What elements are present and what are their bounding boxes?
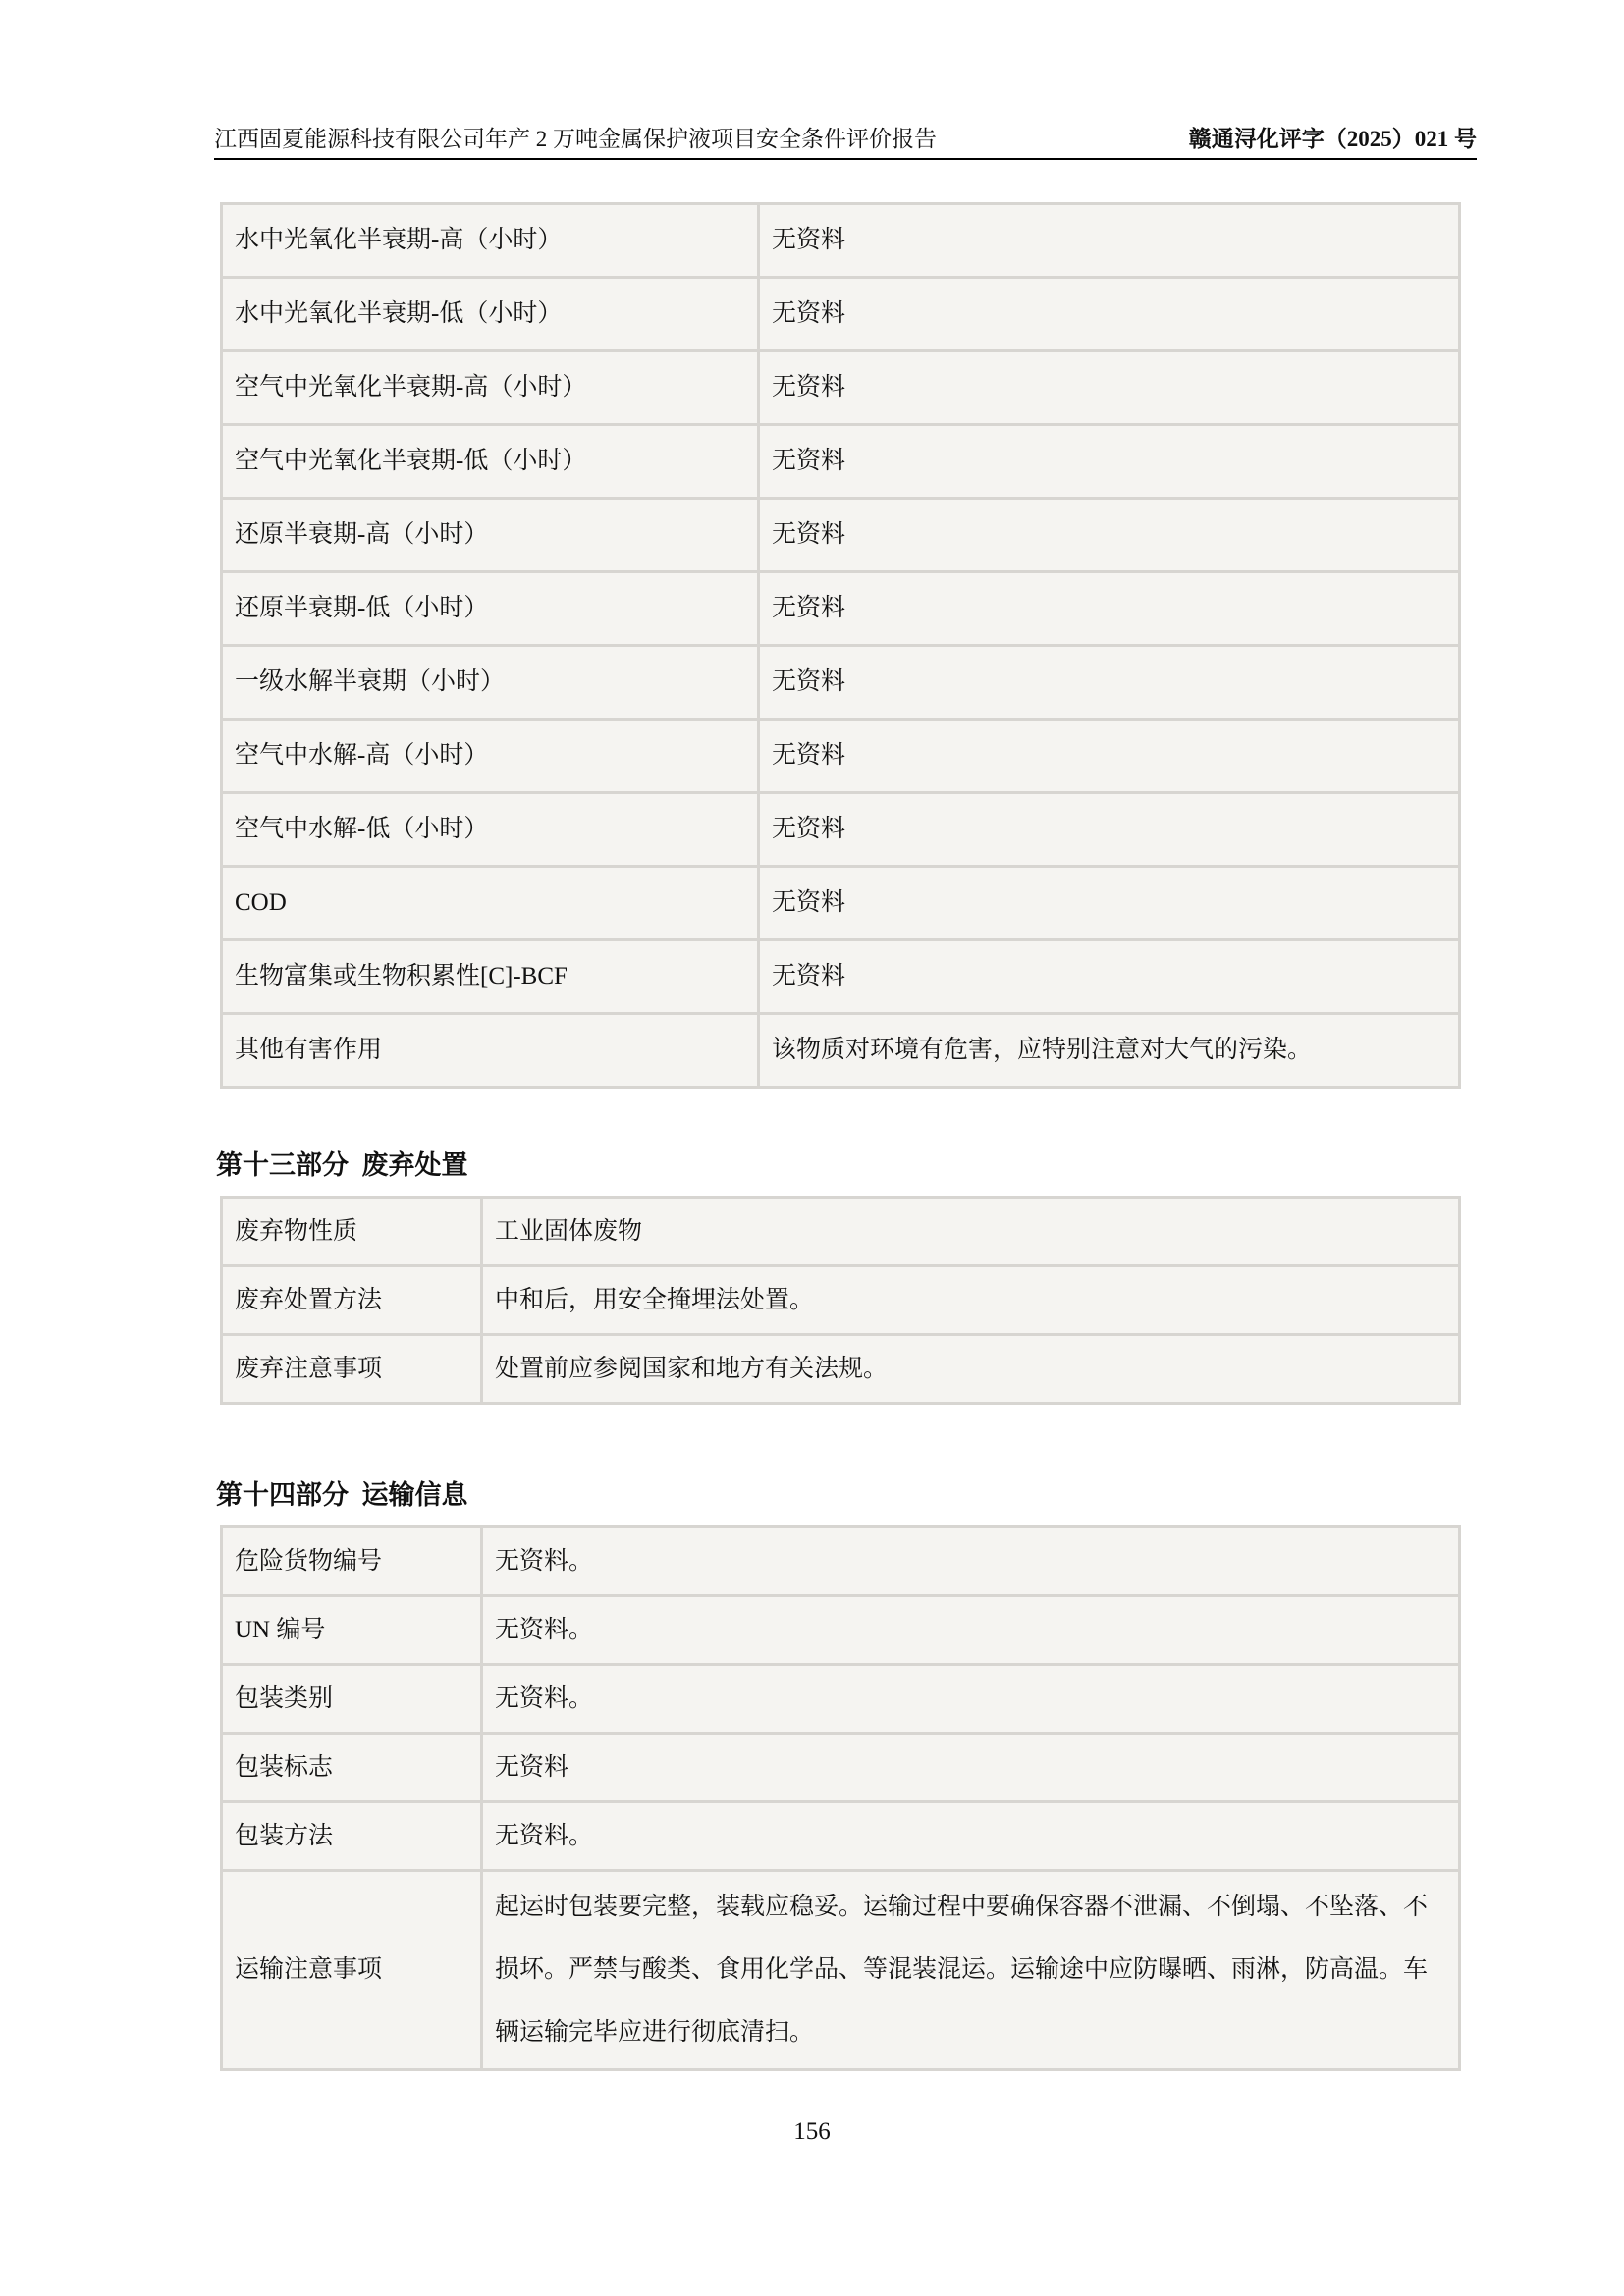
row-label: 空气中光氧化半衰期-低（小时） bbox=[222, 425, 759, 499]
row-label: 包装类别 bbox=[222, 1665, 482, 1734]
row-label: 废弃物性质 bbox=[222, 1198, 482, 1266]
row-value: 无资料。 bbox=[482, 1596, 1460, 1665]
row-value: 无资料 bbox=[759, 867, 1460, 940]
table-row bbox=[222, 1198, 1460, 1266]
table-row bbox=[222, 425, 1460, 499]
row-label: 包装方法 bbox=[222, 1802, 482, 1871]
row-value: 无资料。 bbox=[482, 1802, 1460, 1871]
table-row bbox=[222, 646, 1460, 720]
report-title: 江西固夏能源科技有限公司年产 2 万吨金属保护液项目安全条件评价报告 bbox=[214, 127, 937, 151]
row-label: 危险货物编号 bbox=[222, 1527, 482, 1596]
row-label: 还原半衰期-低（小时） bbox=[222, 572, 759, 646]
ecological-data-table bbox=[220, 202, 1461, 1089]
table-row bbox=[222, 793, 1460, 867]
row-label: 水中光氧化半衰期-高（小时） bbox=[222, 204, 759, 278]
row-value: 中和后，用安全掩埋法处置。 bbox=[482, 1266, 1460, 1335]
transport-info-table bbox=[220, 1525, 1461, 2071]
row-value: 无资料 bbox=[759, 204, 1460, 278]
row-label: 水中光氧化半衰期-低（小时） bbox=[222, 278, 759, 351]
table-row bbox=[222, 1335, 1460, 1404]
row-label: 空气中水解-低（小时） bbox=[222, 793, 759, 867]
row-label: 包装标志 bbox=[222, 1734, 482, 1802]
table-row bbox=[222, 1266, 1460, 1335]
table-row bbox=[222, 867, 1460, 940]
row-value: 无资料 bbox=[759, 720, 1460, 793]
row-label: COD bbox=[222, 867, 759, 940]
row-value: 无资料 bbox=[482, 1734, 1460, 1802]
table-row bbox=[222, 720, 1460, 793]
document-number: 赣通浔化评字（2025）021 号 bbox=[1188, 127, 1477, 151]
table-row bbox=[222, 351, 1460, 425]
page-header bbox=[214, 126, 1477, 160]
table-row bbox=[222, 204, 1460, 278]
table-row bbox=[222, 940, 1460, 1014]
section-13-title: 第十三部分 废弃处置 bbox=[216, 1150, 468, 1180]
row-value: 处置前应参阅国家和地方有关法规。 bbox=[482, 1335, 1460, 1404]
page-number: 156 bbox=[793, 2118, 831, 2145]
table-row bbox=[222, 278, 1460, 351]
row-value: 无资料 bbox=[759, 278, 1460, 351]
row-value: 无资料。 bbox=[482, 1665, 1460, 1734]
section-14-title: 第十四部分 运输信息 bbox=[216, 1480, 468, 1510]
table-row bbox=[222, 1802, 1460, 1871]
row-value: 无资料。 bbox=[482, 1527, 1460, 1596]
table-row bbox=[222, 1734, 1460, 1802]
table-row bbox=[222, 1871, 1460, 2070]
row-value: 无资料 bbox=[759, 351, 1460, 425]
row-value: 无资料 bbox=[759, 646, 1460, 720]
row-value: 工业固体废物 bbox=[482, 1198, 1460, 1266]
row-value: 无资料 bbox=[759, 940, 1460, 1014]
row-value: 无资料 bbox=[759, 793, 1460, 867]
row-value: 起运时包装要完整，装载应稳妥。运输过程中要确保容器不泄漏、不倒塌、不坠落、不损坏。严禁与酸类、食用化学品、等混装混运。运输途中应防曝晒、雨淋，防高温。车辆运输完毕应进行彻底清扫。 bbox=[482, 1871, 1460, 2070]
waste-disposal-table bbox=[220, 1196, 1461, 1405]
row-label: 生物富集或生物积累性[C]-BCF bbox=[222, 940, 759, 1014]
row-label: 一级水解半衰期（小时） bbox=[222, 646, 759, 720]
table-row bbox=[222, 1527, 1460, 1596]
table-row bbox=[222, 1596, 1460, 1665]
row-value: 无资料 bbox=[759, 499, 1460, 572]
row-value: 无资料 bbox=[759, 572, 1460, 646]
row-label: 其他有害作用 bbox=[222, 1014, 759, 1088]
row-label: 还原半衰期-高（小时） bbox=[222, 499, 759, 572]
row-label: 废弃处置方法 bbox=[222, 1266, 482, 1335]
table-row bbox=[222, 572, 1460, 646]
row-label: 运输注意事项 bbox=[222, 1871, 482, 2070]
row-label: 空气中水解-高（小时） bbox=[222, 720, 759, 793]
row-value: 该物质对环境有危害，应特别注意对大气的污染。 bbox=[759, 1014, 1460, 1088]
table-row bbox=[222, 1665, 1460, 1734]
row-label: 空气中光氧化半衰期-高（小时） bbox=[222, 351, 759, 425]
row-value: 无资料 bbox=[759, 425, 1460, 499]
table-row bbox=[222, 1014, 1460, 1088]
table-row bbox=[222, 499, 1460, 572]
row-label: UN 编号 bbox=[222, 1596, 482, 1665]
row-label: 废弃注意事项 bbox=[222, 1335, 482, 1404]
